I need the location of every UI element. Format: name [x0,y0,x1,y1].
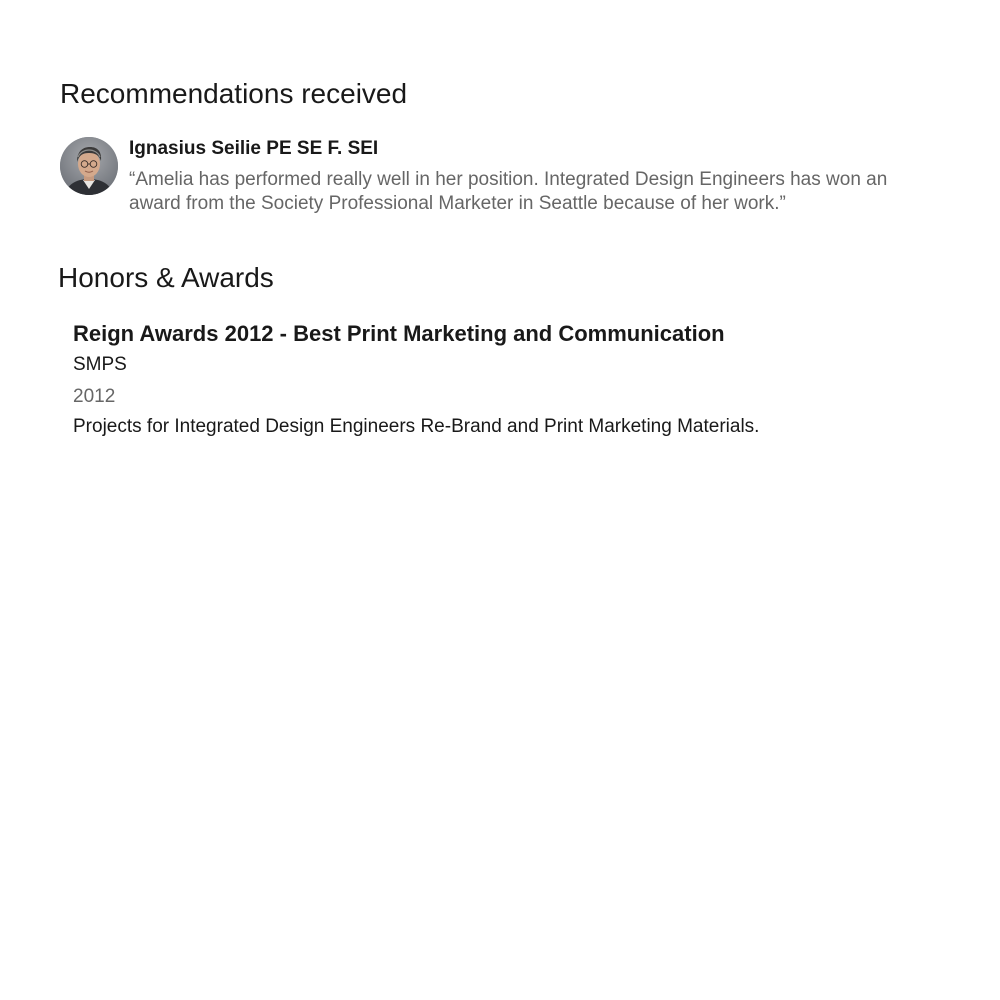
recommendations-section-title: Recommendations received [60,78,408,109]
award-year: 2012 [73,386,116,407]
award-issuer: SMPS [73,354,127,375]
honors-section-title: Honors & Awards [58,262,274,293]
award-description: Projects for Integrated Design Engineers Re-Brand and Print Marketing Materials. [73,416,760,437]
recommendation-body [129,136,939,216]
award-item [73,319,953,440]
recommender-avatar[interactable] [60,137,118,195]
award-title: Reign Awards 2012 - Best Print Marketing and Communication [73,321,725,346]
recommender-name[interactable]: Ignasius Seilie PE SE F. SEI [129,138,379,159]
person-photo-avatar-icon [60,137,118,195]
recommendation-quote: “Amelia has performed really well in her position. Integrated Design Engineers has won an award from the Society Professional Marketer in Seattle because of her work.” [129,169,888,214]
